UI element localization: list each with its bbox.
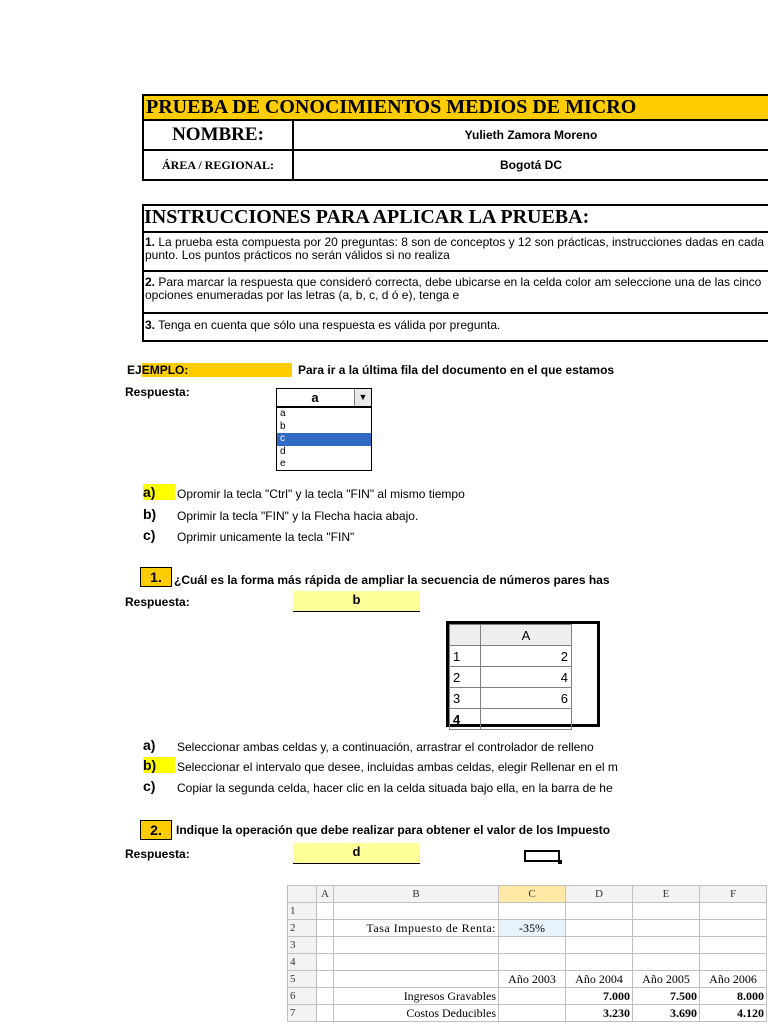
instruction-1: 1. La prueba esta compuesta por 20 preguntas: 8 son de conceptos y 12 son prácticas, instrucciones dadas en cada punto. Los puntos prácticos no serán válidos si no realiza (145, 236, 765, 262)
col-header: E (633, 886, 700, 903)
cell[interactable] (334, 954, 499, 971)
cell[interactable]: Ingresos Gravables (334, 988, 499, 1005)
row-number: 7 (288, 1005, 317, 1022)
cell[interactable]: 3.690 (633, 1005, 700, 1022)
cell[interactable]: Año 2006 (700, 971, 767, 988)
answer-cell[interactable]: d (293, 843, 420, 864)
dropdown-value: a (311, 390, 319, 405)
cell[interactable]: 7.500 (633, 988, 700, 1005)
response-label: Respuesta: (125, 385, 190, 399)
cell[interactable]: 8.000 (700, 988, 767, 1005)
row-number: 1 (288, 903, 317, 920)
name-value[interactable]: Yulieth Zamora Moreno (464, 128, 598, 142)
example-label: EJEMPLO: (127, 363, 292, 377)
dropdown-option[interactable]: e (280, 458, 286, 469)
cell[interactable] (499, 954, 566, 971)
cell[interactable] (566, 920, 633, 937)
cell[interactable]: Tasa Impuesto de Renta: (334, 920, 499, 937)
option-letter: c) (143, 527, 156, 543)
col-header: F (700, 886, 767, 903)
cell[interactable] (566, 903, 633, 920)
response-label: Respuesta: (125, 595, 190, 609)
row-number: 6 (288, 988, 317, 1005)
instructions-title: INSTRUCCIONES PARA APLICAR LA PRUEBA: (144, 206, 590, 228)
cell[interactable]: 2 (481, 646, 572, 667)
cell[interactable]: -35% (499, 920, 566, 937)
cell[interactable]: Costos Deducibles (334, 1005, 499, 1022)
option-text: Oprimir unicamente la tecla "FIN" (177, 530, 355, 544)
fill-handle-icon (558, 860, 562, 864)
question-text: ¿Cuál es la forma más rápida de ampliar la secuencia de números pares has (174, 573, 610, 587)
question-number: 2. (140, 820, 172, 840)
cell[interactable] (499, 988, 566, 1005)
response-label: Respuesta: (125, 847, 190, 861)
dropdown-option[interactable]: d (280, 445, 286, 457)
dropdown-option[interactable]: b (280, 420, 286, 432)
example-question: Para ir a la última fila del documento en el que estamos (298, 363, 615, 377)
option-letter: c) (143, 778, 156, 794)
dropdown-list[interactable] (276, 407, 372, 471)
cell[interactable]: 4 (481, 667, 572, 688)
cell[interactable]: 3.230 (566, 1005, 633, 1022)
row-number: 1 (450, 646, 481, 667)
option-text: Seleccionar ambas celdas y, a continuación, arrastrar el controlador de relleno (177, 740, 594, 754)
option-letter: b) (143, 506, 157, 522)
row-number: 3 (450, 688, 481, 709)
test-title: PRUEBA DE CONOCIMIENTOS MEDIOS DE MICRO (142, 94, 768, 121)
cell[interactable]: 6 (481, 688, 572, 709)
area-label: ÁREA / REGIONAL: (144, 151, 294, 179)
cell[interactable] (700, 903, 767, 920)
row-number: 2 (450, 667, 481, 688)
name-label: NOMBRE: (144, 121, 294, 149)
option-text: Seleccionar el intervalo que desee, incluidas ambas celdas, elegir Rellenar en el m (177, 760, 618, 774)
area-row (142, 151, 768, 181)
question-number: 1. (140, 567, 172, 587)
cell[interactable] (317, 920, 334, 937)
row-number: 2 (288, 920, 317, 937)
cell[interactable] (334, 971, 499, 988)
option-text: Opromir la tecla "Ctrl" y la tecla "FIN" al mismo tiempo (177, 487, 465, 501)
option-text: Copiar la segunda celda, hacer clic en la celda situada bajo ella, en la barra de he (177, 781, 613, 795)
row-number: 4 (288, 954, 317, 971)
option-letter: a) (143, 484, 175, 500)
cell[interactable] (317, 954, 334, 971)
corner-cell (288, 886, 317, 903)
cell[interactable] (317, 971, 334, 988)
cell[interactable]: Año 2004 (566, 971, 633, 988)
cell[interactable]: Año 2003 (499, 971, 566, 988)
chevron-down-icon[interactable]: ▼ (354, 389, 371, 406)
cell[interactable] (700, 937, 767, 954)
cell-selection-icon (524, 850, 560, 862)
row-number: 5 (288, 971, 317, 988)
answer-dropdown[interactable] (276, 388, 372, 407)
cell[interactable] (633, 903, 700, 920)
option-letter: a) (143, 737, 156, 753)
cell[interactable] (700, 954, 767, 971)
cell[interactable] (566, 937, 633, 954)
cell[interactable] (499, 1005, 566, 1022)
cell[interactable] (334, 937, 499, 954)
col-header: B (334, 886, 499, 903)
cell[interactable] (481, 709, 572, 730)
cell[interactable] (317, 988, 334, 1005)
col-header: A (481, 625, 572, 646)
instruction-2: 2. Para marcar la respuesta que consideró correcta, debe ubicarse en la celda color am seleccione una de las cinco opciones enumeradas por las letras (a, b, c, d ó e), tenga e (145, 276, 762, 302)
cell[interactable]: Año 2005 (633, 971, 700, 988)
option-text: Oprimir la tecla "FIN" y la Flecha hacia abajo. (177, 509, 419, 523)
cell[interactable] (317, 1005, 334, 1022)
cell[interactable] (633, 937, 700, 954)
divider (142, 231, 768, 233)
row-number: 3 (288, 937, 317, 954)
dropdown-option-selected[interactable]: c (277, 433, 371, 446)
cell[interactable] (633, 920, 700, 937)
spreadsheet-excerpt (287, 885, 767, 1022)
col-header: A (317, 886, 334, 903)
divider (142, 270, 768, 272)
cell[interactable]: 7.000 (566, 988, 633, 1005)
cell[interactable] (633, 954, 700, 971)
question-text: Indique la operación que debe realizar para obtener el valor de los Impuesto (176, 823, 611, 837)
cell[interactable] (334, 903, 499, 920)
col-header: C (499, 886, 566, 903)
cell[interactable] (317, 903, 334, 920)
row-number: 4 (450, 709, 481, 730)
cell[interactable] (499, 903, 566, 920)
divider (142, 312, 768, 314)
answer-cell[interactable]: b (293, 591, 420, 612)
cell[interactable]: 4.120 (700, 1005, 767, 1022)
cell[interactable] (317, 937, 334, 954)
col-header: D (566, 886, 633, 903)
dropdown-option[interactable]: a (280, 408, 286, 419)
corner-cell (450, 625, 481, 646)
name-row (142, 121, 768, 151)
mini-sheet (446, 621, 600, 727)
cell[interactable] (700, 920, 767, 937)
option-letter: b) (143, 757, 175, 773)
cell[interactable] (566, 954, 633, 971)
instruction-3: 3. Tenga en cuenta que sólo una respuesta es válida por pregunta. (145, 319, 501, 332)
area-value[interactable]: Bogotá DC (500, 158, 562, 172)
cell[interactable] (499, 937, 566, 954)
